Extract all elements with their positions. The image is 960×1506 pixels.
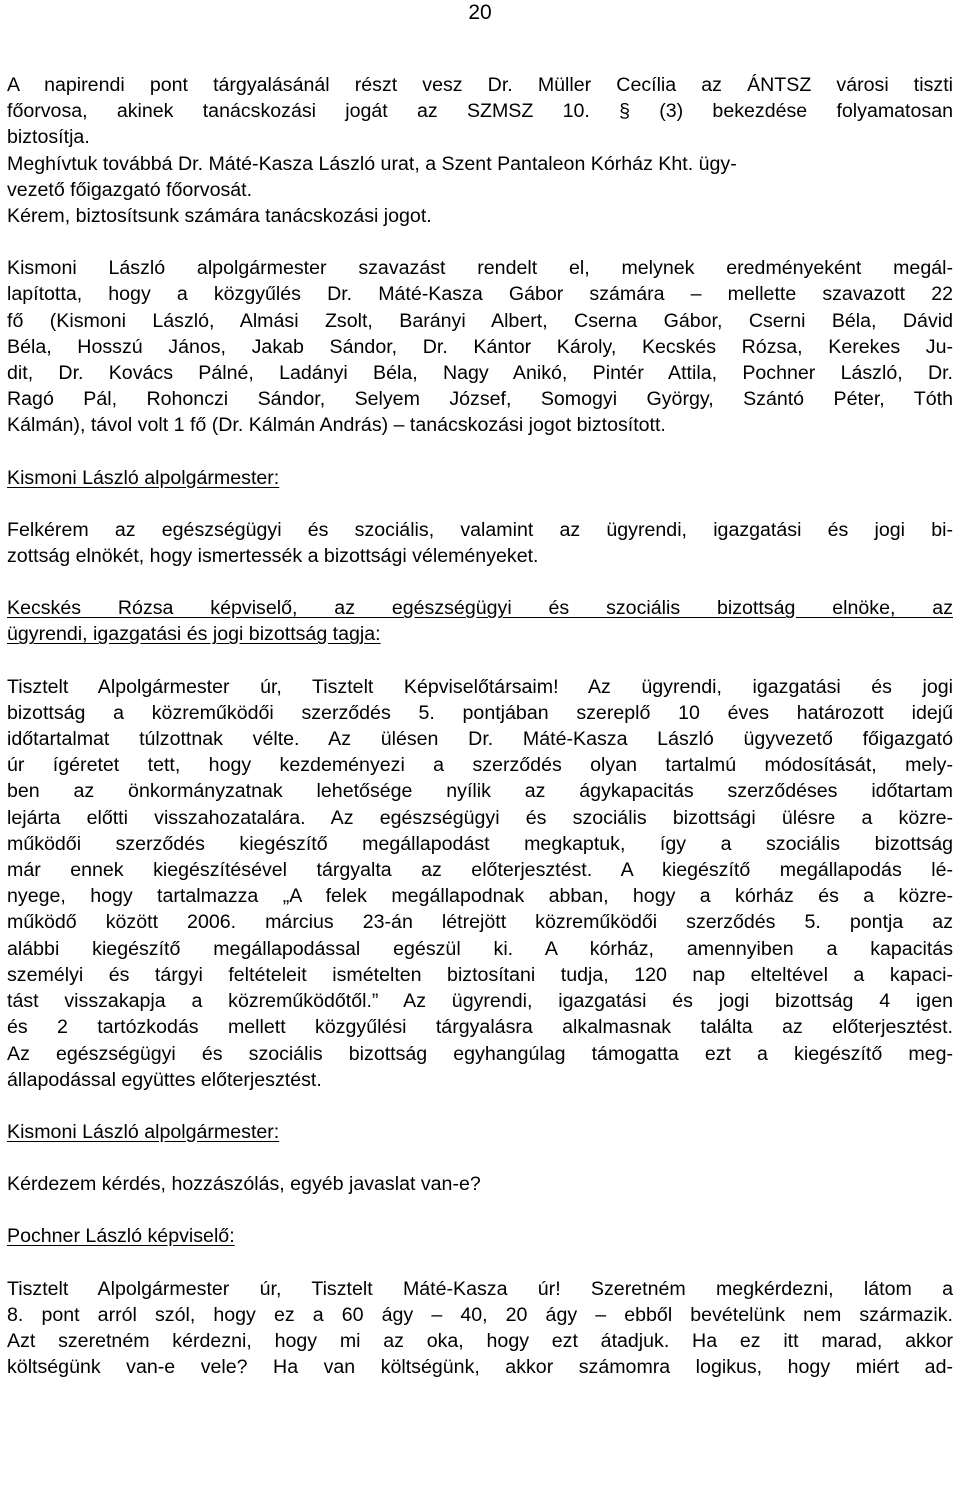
text-line: alábbi kiegészítő megállapodással egészül ki. A kórház, amennyiben a kapacitás: [7, 937, 953, 960]
speaker-heading: [7, 1223, 953, 1249]
paragraph-gap: [7, 648, 953, 674]
text-line: bizottság a közreműködői szerződés 5. pontjában szereplő 10 éves határozott idejű: [7, 701, 953, 724]
paragraph-gap: [7, 569, 953, 595]
paragraph: [7, 1276, 953, 1381]
text-line: működői szerződés kiegészítő megállapodást megkaptuk, így a szociális bizottság: [7, 832, 953, 855]
text-line: Kecskés Rózsa képviselő, az egészségügyi és szociális bizottság elnöke, az: [7, 597, 953, 620]
text-line: lapította, hogy a közgyűlés Dr. Máté-Kasza Gábor számára – mellette szavazott 22: [7, 283, 953, 306]
paragraph-gap: [7, 491, 953, 517]
speaker-heading: [7, 465, 953, 491]
text-line: költségünk van-e vele? Ha van költségünk, akkor számomra logikus, hogy miért ad-: [7, 1356, 953, 1379]
text-line: tást visszakapja a közreműködőtől.” Az ügyrendi, igazgatási és jogi bizottság 4 igen: [7, 990, 953, 1013]
paragraph: [7, 1171, 953, 1197]
text-line: Meghívtuk továbbá Dr. Máté-Kasza László urat, a Szent Pantaleon Kórház Kht. ügy-: [7, 152, 737, 175]
text-line: Tisztelt Alpolgármester úr, Tisztelt Képviselőtársaim! Az ügyrendi, igazgatási és jogi: [7, 675, 953, 698]
text-line: A napirendi pont tárgyalásánál részt vesz Dr. Müller Cecília az ÁNTSZ városi tiszti: [7, 74, 953, 96]
text-line: úr ígéretet tett, hogy kezdeményezi a szerződés olyan tartalmú módosítását, mely-: [7, 754, 953, 777]
text-line: Pochner László képviselő:: [7, 1225, 235, 1248]
speaker-heading: [7, 595, 953, 647]
text-line: már ennek kiegészítésével tárgyalta az előterjesztést. A kiegészítő megállapodás lé-: [7, 859, 953, 882]
speaker-heading: [7, 1119, 953, 1145]
text-line: Kérdezem kérdés, hozzászólás, egyéb javaslat van-e?: [7, 1173, 481, 1196]
text-line: működő között 2006. március 23-án létrejött közreműködői szerződés 5. pontja az: [7, 911, 953, 934]
text-line: nyege, hogy tartalmazza „A felek megállapodnak abban, hogy a kórház és a közre-: [7, 885, 953, 908]
text-line: zottság elnökét, hogy ismertessék a bizottsági véleményeket.: [7, 545, 539, 568]
text-line: főorvosa, akinek tanácskozási jogát az SZMSZ 10. § (3) bekezdése folyamatosan: [7, 100, 953, 123]
text-line: 8. pont arról szól, hogy ez a 60 ágy – 40, 20 ágy – ebből bevételünk nem származik.: [7, 1303, 953, 1326]
text-line: állapodással együttes előterjesztést.: [7, 1068, 322, 1091]
paragraph: [7, 255, 953, 438]
text-line: biztosítja.: [7, 126, 90, 149]
paragraph-gap: [7, 1250, 953, 1276]
text-line: Tisztelt Alpolgármester úr, Tisztelt Máté-Kasza úr! Szeretném megkérdezni, látom a: [7, 1277, 953, 1300]
paragraph-gap: [7, 1197, 953, 1223]
text-line: fő (Kismoni László, Almási Zsolt, Barányi Albert, Cserna Gábor, Cserni Béla, Dávid: [7, 309, 953, 332]
paragraph: [7, 72, 953, 229]
text-line: Kérem, biztosítsunk számára tanácskozási jogot.: [7, 205, 432, 228]
text-line: Felkérem az egészségügyi és szociális, valamint az ügyrendi, igazgatási és jogi bi-: [7, 518, 953, 541]
text-line: időtartalmat túlzottnak vélte. Az ülésen Dr. Máté-Kasza László ügyvezető főigazgató: [7, 728, 953, 751]
text-line: vezető főigazgató főorvosát.: [7, 178, 253, 201]
text-line: Az egészségügyi és szociális bizottság egyhangúlag támogatta ezt a kiegészítő meg-: [7, 1042, 953, 1065]
paragraph: [7, 517, 953, 569]
paragraph: [7, 674, 953, 1093]
paragraph-gap: [7, 229, 953, 255]
document-body: [7, 72, 953, 1380]
text-line: Ragó Pál, Rohonczi Sándor, Selyem József, Somogyi György, Szántó Péter, Tóth: [7, 388, 953, 411]
text-line: ben az önkormányzatnak lehetősége nyílik az ágykapacitás szerződéses időtartam: [7, 780, 953, 803]
text-line: ügyrendi, igazgatási és jogi bizottság tagja:: [7, 623, 381, 646]
paragraph-gap: [7, 1145, 953, 1171]
text-line: Béla, Hosszú János, Jakab Sándor, Dr. Kántor Károly, Kecskés Rózsa, Kerekes Ju-: [7, 335, 953, 358]
text-line: és 2 tartózkodás mellett közgyűlési tárgyalásra alkalmasnak találta az előterjesztést.: [7, 1016, 953, 1039]
text-line: Kismoni László alpolgármester szavazást rendelt el, melynek eredményeként megál-: [7, 257, 953, 280]
page-number: 20: [468, 1, 492, 24]
text-line: Kálmán), távol volt 1 fő (Dr. Kálmán András) – tanácskozási jogot biztosított.: [7, 414, 666, 437]
text-line: Kismoni László alpolgármester:: [7, 1120, 280, 1143]
paragraph-gap: [7, 1093, 953, 1119]
text-line: Kismoni László alpolgármester:: [7, 466, 280, 489]
text-line: lejárta előtti visszahozatalára. Az egészségügyi és szociális bizottsági ülésre a közre-: [7, 806, 953, 829]
text-line: személyi és tárgyi feltételeit ismételten biztosítani tudja, 120 nap elteltével a kapaci-: [7, 963, 953, 986]
text-line: dit, Dr. Kovács Pálné, Ladányi Béla, Nagy Anikó, Pintér Attila, Pochner László, Dr.: [7, 362, 953, 385]
text-line: Azt szeretném kérdezni, hogy mi az oka, hogy ezt átadjuk. Ha ez itt marad, akkor: [7, 1329, 953, 1352]
paragraph-gap: [7, 439, 953, 465]
